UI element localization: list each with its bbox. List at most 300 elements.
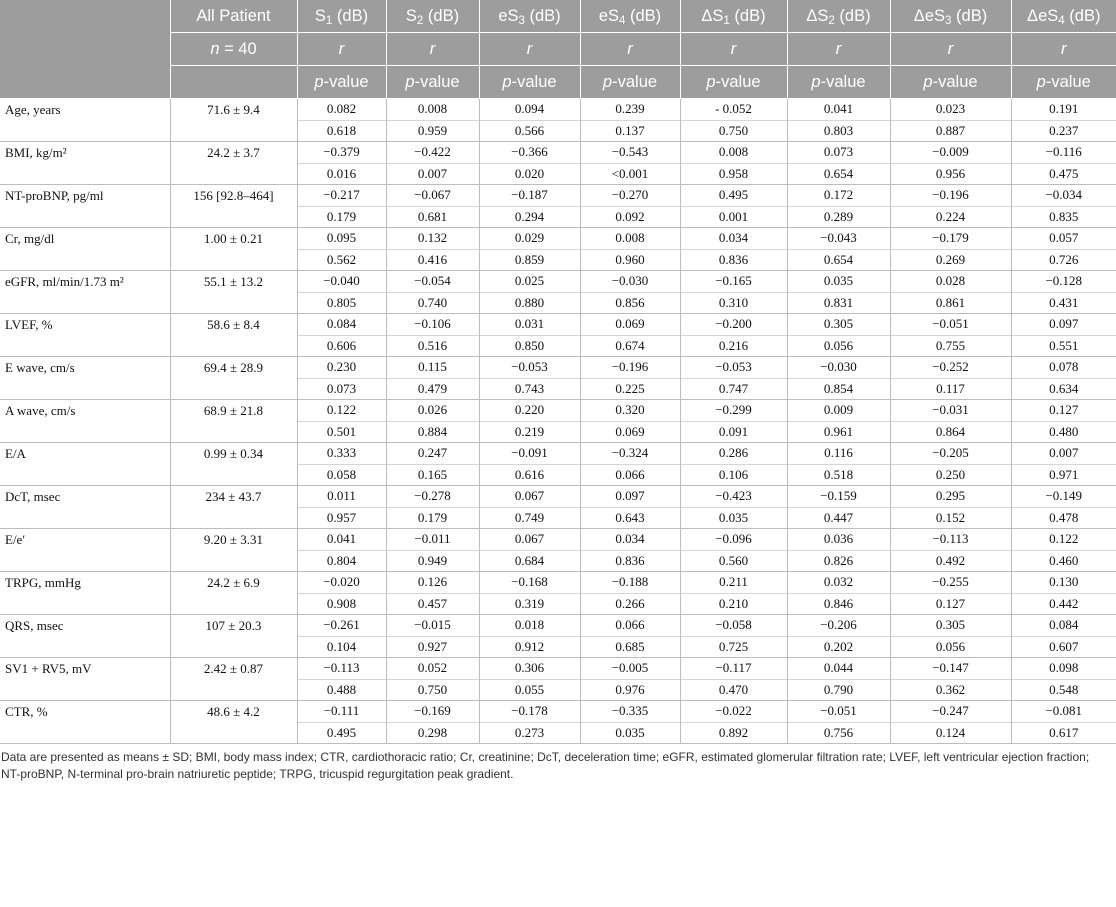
r-value-cell: 0.073 xyxy=(787,142,890,164)
col-title-subscript: 2 xyxy=(416,14,424,27)
p-suffix: -value xyxy=(820,72,866,91)
p-value-cell: 0.976 xyxy=(580,679,680,701)
r-value-cell: −0.335 xyxy=(580,701,680,723)
r-value-cell: 0.069 xyxy=(580,314,680,336)
p-value-cell: 0.310 xyxy=(680,292,787,314)
row-label: E/A xyxy=(0,443,170,486)
r-value-cell: −0.043 xyxy=(787,228,890,250)
r-value-cell: 0.097 xyxy=(580,486,680,508)
header-n-count xyxy=(170,33,297,66)
col-title-prefix: ΔeS xyxy=(1027,6,1059,25)
r-value-cell: 0.295 xyxy=(890,486,1011,508)
r-value-cell: −0.188 xyxy=(580,572,680,594)
col-title-subscript: 3 xyxy=(518,14,525,27)
p-value-cell: 0.056 xyxy=(890,636,1011,658)
r-value-cell: −0.053 xyxy=(680,357,787,379)
p-value-cell: 0.826 xyxy=(787,550,890,572)
header-p-label xyxy=(479,66,580,99)
header-col-title xyxy=(1011,0,1116,33)
r-value-cell: −0.147 xyxy=(890,658,1011,680)
r-value-cell: −0.022 xyxy=(680,701,787,723)
r-value-cell: 0.057 xyxy=(1011,228,1116,250)
p-value-cell: 0.606 xyxy=(297,335,386,357)
p-value-cell: 0.740 xyxy=(386,292,479,314)
r-value-cell: 0.034 xyxy=(680,228,787,250)
row-mean: 0.99 ± 0.34 xyxy=(170,443,297,486)
r-value-cell: −0.299 xyxy=(680,400,787,422)
r-symbol: r xyxy=(526,39,533,58)
p-value-cell: 0.492 xyxy=(890,550,1011,572)
p-value-cell: 0.224 xyxy=(890,206,1011,228)
p-value-cell: 0.755 xyxy=(890,335,1011,357)
row-mean: 107 ± 20.3 xyxy=(170,615,297,658)
p-value-cell: 0.518 xyxy=(787,464,890,486)
p-value-cell: 0.805 xyxy=(297,292,386,314)
r-value-cell: −0.422 xyxy=(386,142,479,164)
header-row-titles xyxy=(0,0,1116,33)
r-value-cell: 0.023 xyxy=(890,99,1011,121)
p-value-cell: 0.854 xyxy=(787,378,890,400)
p-value-cell: 0.634 xyxy=(1011,378,1116,400)
p-value-cell: 0.091 xyxy=(680,421,787,443)
header-col-title xyxy=(890,0,1011,33)
p-value-cell: 0.289 xyxy=(787,206,890,228)
p-symbol: p xyxy=(602,72,613,91)
p-value-cell: 0.880 xyxy=(479,292,580,314)
p-symbol: p xyxy=(923,72,933,91)
row-mean: 24.2 ± 3.7 xyxy=(170,142,297,185)
r-value-cell: −0.113 xyxy=(297,658,386,680)
p-value-cell: 0.273 xyxy=(479,722,580,744)
n-symbol: n xyxy=(210,39,220,58)
p-value-cell: 0.908 xyxy=(297,593,386,615)
p-value-cell: 0.250 xyxy=(890,464,1011,486)
row-label: eGFR, ml/min/1.73 m² xyxy=(0,271,170,314)
p-value-cell: 0.470 xyxy=(680,679,787,701)
col-title-suffix: (dB) xyxy=(834,6,871,25)
r-value-cell: −0.206 xyxy=(787,615,890,637)
p-suffix: -value xyxy=(1045,72,1091,91)
p-value-cell: 0.835 xyxy=(1011,206,1116,228)
p-value-cell: 0.104 xyxy=(297,636,386,658)
table-row-r xyxy=(0,271,1116,293)
r-symbol: r xyxy=(429,39,436,58)
r-value-cell: −0.034 xyxy=(1011,185,1116,207)
r-value-cell: −0.261 xyxy=(297,615,386,637)
p-value-cell: 0.266 xyxy=(580,593,680,615)
col-title-suffix: (dB) xyxy=(729,6,766,25)
p-value-cell: 0.617 xyxy=(1011,722,1116,744)
row-mean: 68.9 ± 21.8 xyxy=(170,400,297,443)
header-col-title xyxy=(479,0,580,33)
p-suffix: -value xyxy=(511,72,557,91)
p-value-cell: 0.056 xyxy=(787,335,890,357)
p-value-cell: 0.884 xyxy=(386,421,479,443)
p-value-cell: 0.831 xyxy=(787,292,890,314)
p-value-cell: 0.685 xyxy=(580,636,680,658)
r-value-cell: 0.066 xyxy=(580,615,680,637)
p-value-cell: 0.643 xyxy=(580,507,680,529)
p-suffix: -value xyxy=(932,72,978,91)
r-value-cell: 0.028 xyxy=(890,271,1011,293)
p-value-cell: 0.804 xyxy=(297,550,386,572)
r-value-cell: −0.051 xyxy=(787,701,890,723)
header-p-label xyxy=(297,66,386,99)
row-label: BMI, kg/m² xyxy=(0,142,170,185)
p-value-cell: 0.216 xyxy=(680,335,787,357)
table-row-r xyxy=(0,701,1116,723)
r-value-cell: −0.255 xyxy=(890,572,1011,594)
row-mean: 9.20 ± 3.31 xyxy=(170,529,297,572)
table-row-r xyxy=(0,357,1116,379)
r-value-cell: 0.320 xyxy=(580,400,680,422)
p-value-cell: 0.850 xyxy=(479,335,580,357)
r-value-cell: −0.116 xyxy=(1011,142,1116,164)
r-value-cell: −0.169 xyxy=(386,701,479,723)
table-body xyxy=(0,99,1116,744)
row-mean: 58.6 ± 8.4 xyxy=(170,314,297,357)
r-value-cell: 0.067 xyxy=(479,529,580,551)
header-p-label xyxy=(890,66,1011,99)
col-title-prefix: eS xyxy=(598,6,619,25)
r-value-cell: −0.270 xyxy=(580,185,680,207)
r-value-cell: 0.029 xyxy=(479,228,580,250)
p-value-cell: 0.927 xyxy=(386,636,479,658)
r-value-cell: −0.058 xyxy=(680,615,787,637)
p-value-cell: 0.319 xyxy=(479,593,580,615)
row-mean: 24.2 ± 6.9 xyxy=(170,572,297,615)
r-value-cell: 0.122 xyxy=(1011,529,1116,551)
p-value-cell: 0.007 xyxy=(386,163,479,185)
row-mean: 156 [92.8–464] xyxy=(170,185,297,228)
header-r-label xyxy=(890,33,1011,66)
r-value-cell: 0.286 xyxy=(680,443,787,465)
r-value-cell: 0.094 xyxy=(479,99,580,121)
r-value-cell: 0.035 xyxy=(787,271,890,293)
p-value-cell: 0.460 xyxy=(1011,550,1116,572)
table-row-r xyxy=(0,572,1116,594)
row-label: NT-proBNP, pg/ml xyxy=(0,185,170,228)
r-symbol: r xyxy=(835,39,842,58)
p-value-cell: 0.892 xyxy=(680,722,787,744)
p-value-cell: 0.616 xyxy=(479,464,580,486)
p-value-cell: 0.551 xyxy=(1011,335,1116,357)
p-value-cell: 0.654 xyxy=(787,163,890,185)
p-value-cell: 0.750 xyxy=(386,679,479,701)
header-p-label xyxy=(787,66,890,99)
r-value-cell: 0.009 xyxy=(787,400,890,422)
p-value-cell: 0.073 xyxy=(297,378,386,400)
p-suffix: -value xyxy=(715,72,761,91)
r-value-cell: 0.211 xyxy=(680,572,787,594)
p-value-cell: 0.127 xyxy=(890,593,1011,615)
r-value-cell: −0.159 xyxy=(787,486,890,508)
p-symbol: p xyxy=(1036,72,1046,91)
row-label: LVEF, % xyxy=(0,314,170,357)
r-value-cell: 0.126 xyxy=(386,572,479,594)
r-value-cell: 0.333 xyxy=(297,443,386,465)
p-value-cell: 0.237 xyxy=(1011,120,1116,142)
p-value-cell: 0.566 xyxy=(479,120,580,142)
r-value-cell: 0.044 xyxy=(787,658,890,680)
r-value-cell: 0.007 xyxy=(1011,443,1116,465)
header-col-title xyxy=(297,0,386,33)
r-value-cell: 0.036 xyxy=(787,529,890,551)
r-value-cell: 0.034 xyxy=(580,529,680,551)
table-row-r xyxy=(0,400,1116,422)
r-value-cell: −0.179 xyxy=(890,228,1011,250)
col-title-prefix: S xyxy=(405,6,417,25)
p-value-cell: 0.124 xyxy=(890,722,1011,744)
col-title-subscript: 4 xyxy=(1058,14,1065,27)
r-value-cell: −0.067 xyxy=(386,185,479,207)
r-value-cell: 0.031 xyxy=(479,314,580,336)
p-value-cell: 0.362 xyxy=(890,679,1011,701)
header-p-label xyxy=(386,66,479,99)
r-value-cell: 0.008 xyxy=(680,142,787,164)
col-title-subscript: 2 xyxy=(828,14,835,27)
r-value-cell: −0.196 xyxy=(890,185,1011,207)
col-title-suffix: (dB) xyxy=(524,6,561,25)
r-value-cell: −0.200 xyxy=(680,314,787,336)
r-value-cell: 0.032 xyxy=(787,572,890,594)
header-r-label xyxy=(479,33,580,66)
row-label: Age, years xyxy=(0,99,170,142)
r-value-cell: 0.097 xyxy=(1011,314,1116,336)
p-value-cell: 0.447 xyxy=(787,507,890,529)
r-value-cell: −0.168 xyxy=(479,572,580,594)
row-mean: 1.00 ± 0.21 xyxy=(170,228,297,271)
p-value-cell: 0.726 xyxy=(1011,249,1116,271)
r-value-cell: −0.005 xyxy=(580,658,680,680)
table-row-r xyxy=(0,615,1116,637)
row-mean: 48.6 ± 4.2 xyxy=(170,701,297,744)
r-value-cell: −0.096 xyxy=(680,529,787,551)
col-title-subscript: 1 xyxy=(723,14,730,27)
p-value-cell: 0.674 xyxy=(580,335,680,357)
col-title-subscript: 3 xyxy=(945,14,952,27)
header-col-title xyxy=(680,0,787,33)
p-value-cell: 0.548 xyxy=(1011,679,1116,701)
header-p-label xyxy=(580,66,680,99)
col-title-prefix: eS xyxy=(498,6,519,25)
r-value-cell: −0.030 xyxy=(580,271,680,293)
table-row-r xyxy=(0,658,1116,680)
r-value-cell: 0.132 xyxy=(386,228,479,250)
p-value-cell: 0.298 xyxy=(386,722,479,744)
p-value-cell: 0.069 xyxy=(580,421,680,443)
col-title-suffix: (dB) xyxy=(332,6,369,25)
p-value-cell: 0.495 xyxy=(297,722,386,744)
row-label: Cr, mg/dl xyxy=(0,228,170,271)
p-value-cell: 0.957 xyxy=(297,507,386,529)
r-value-cell: −0.011 xyxy=(386,529,479,551)
p-value-cell: 0.949 xyxy=(386,550,479,572)
r-value-cell: 0.122 xyxy=(297,400,386,422)
r-value-cell: −0.165 xyxy=(680,271,787,293)
row-label: DcT, msec xyxy=(0,486,170,529)
p-value-cell: 0.294 xyxy=(479,206,580,228)
p-value-cell: 0.066 xyxy=(580,464,680,486)
p-value-cell: 0.607 xyxy=(1011,636,1116,658)
r-value-cell: 0.247 xyxy=(386,443,479,465)
p-value-cell: 0.846 xyxy=(787,593,890,615)
row-mean: 69.4 ± 28.9 xyxy=(170,357,297,400)
row-label: QRS, msec xyxy=(0,615,170,658)
r-symbol: r xyxy=(730,39,737,58)
n-value: = 40 xyxy=(219,39,257,58)
r-value-cell: −0.009 xyxy=(890,142,1011,164)
p-symbol: p xyxy=(811,72,821,91)
r-value-cell: −0.020 xyxy=(297,572,386,594)
row-mean: 71.6 ± 9.4 xyxy=(170,99,297,142)
header-p-label xyxy=(680,66,787,99)
r-value-cell: −0.111 xyxy=(297,701,386,723)
col-title-subscript: 4 xyxy=(619,14,626,27)
p-value-cell: 0.958 xyxy=(680,163,787,185)
r-value-cell: 0.095 xyxy=(297,228,386,250)
p-value-cell: 0.856 xyxy=(580,292,680,314)
p-value-cell: 0.479 xyxy=(386,378,479,400)
p-value-cell: 0.179 xyxy=(297,206,386,228)
col-title-suffix: (dB) xyxy=(951,6,988,25)
table-row-r xyxy=(0,486,1116,508)
p-symbol: p xyxy=(502,72,512,91)
r-symbol: r xyxy=(1061,39,1067,58)
p-value-cell: 0.747 xyxy=(680,378,787,400)
header-corner xyxy=(0,0,170,99)
header-r-label xyxy=(1011,33,1116,66)
table-row-r xyxy=(0,529,1116,551)
header-r-label xyxy=(680,33,787,66)
table-row-r xyxy=(0,185,1116,207)
p-value-cell: 0.618 xyxy=(297,120,386,142)
r-value-cell: 0.025 xyxy=(479,271,580,293)
r-value-cell: 0.239 xyxy=(580,99,680,121)
p-value-cell: 0.836 xyxy=(580,550,680,572)
r-value-cell: −0.106 xyxy=(386,314,479,336)
table-row-r xyxy=(0,99,1116,121)
p-value-cell: 0.681 xyxy=(386,206,479,228)
r-value-cell: −0.091 xyxy=(479,443,580,465)
p-value-cell: 0.480 xyxy=(1011,421,1116,443)
r-value-cell: −0.252 xyxy=(890,357,1011,379)
p-value-cell: 0.020 xyxy=(479,163,580,185)
p-value-cell: 0.488 xyxy=(297,679,386,701)
table-row-r xyxy=(0,142,1116,164)
header-r-label xyxy=(386,33,479,66)
p-value-cell: 0.516 xyxy=(386,335,479,357)
p-value-cell: 0.749 xyxy=(479,507,580,529)
r-value-cell: 0.041 xyxy=(297,529,386,551)
p-value-cell: 0.803 xyxy=(787,120,890,142)
row-label: E wave, cm/s xyxy=(0,357,170,400)
p-value-cell: 0.790 xyxy=(787,679,890,701)
r-value-cell: 0.191 xyxy=(1011,99,1116,121)
col-title-suffix: (dB) xyxy=(625,6,662,25)
p-symbol: p xyxy=(405,72,415,91)
p-value-cell: 0.219 xyxy=(479,421,580,443)
p-value-cell: 0.416 xyxy=(386,249,479,271)
r-value-cell: 0.084 xyxy=(297,314,386,336)
col-title-subscript: 1 xyxy=(325,14,333,27)
p-value-cell: 0.654 xyxy=(787,249,890,271)
p-value-cell: 0.478 xyxy=(1011,507,1116,529)
header-all-patient: All Patient xyxy=(170,0,297,33)
p-value-cell: 0.035 xyxy=(580,722,680,744)
r-value-cell: −0.040 xyxy=(297,271,386,293)
p-value-cell: 0.001 xyxy=(680,206,787,228)
header-r-label xyxy=(580,33,680,66)
row-mean: 234 ± 43.7 xyxy=(170,486,297,529)
p-value-cell: 0.210 xyxy=(680,593,787,615)
header-col-title xyxy=(580,0,680,33)
p-suffix: -value xyxy=(612,72,658,91)
r-symbol: r xyxy=(338,39,345,58)
p-value-cell: 0.887 xyxy=(890,120,1011,142)
p-value-cell: 0.836 xyxy=(680,249,787,271)
p-value-cell: 0.959 xyxy=(386,120,479,142)
r-value-cell: −0.217 xyxy=(297,185,386,207)
p-value-cell: 0.864 xyxy=(890,421,1011,443)
r-value-cell: 0.116 xyxy=(787,443,890,465)
p-value-cell: 0.165 xyxy=(386,464,479,486)
p-value-cell: 0.055 xyxy=(479,679,580,701)
p-value-cell: 0.501 xyxy=(297,421,386,443)
p-value-cell: 0.202 xyxy=(787,636,890,658)
r-value-cell: −0.031 xyxy=(890,400,1011,422)
header-col-title xyxy=(386,0,479,33)
r-value-cell: −0.196 xyxy=(580,357,680,379)
header-blank xyxy=(170,66,297,99)
p-value-cell: 0.442 xyxy=(1011,593,1116,615)
p-value-cell: 0.475 xyxy=(1011,163,1116,185)
r-value-cell: 0.230 xyxy=(297,357,386,379)
r-value-cell: 0.078 xyxy=(1011,357,1116,379)
p-symbol: p xyxy=(706,72,716,91)
r-value-cell: 0.026 xyxy=(386,400,479,422)
r-value-cell: 0.008 xyxy=(580,228,680,250)
r-value-cell: −0.187 xyxy=(479,185,580,207)
r-value-cell: 0.130 xyxy=(1011,572,1116,594)
p-value-cell: 0.859 xyxy=(479,249,580,271)
p-value-cell: 0.861 xyxy=(890,292,1011,314)
r-value-cell: 0.305 xyxy=(787,314,890,336)
r-value-cell: −0.053 xyxy=(479,357,580,379)
p-value-cell: 0.106 xyxy=(680,464,787,486)
r-value-cell: 0.306 xyxy=(479,658,580,680)
header-r-label xyxy=(787,33,890,66)
table-footnote: Data are presented as means ± SD; BMI, body mass index; CTR, cardiothoracic ratio; Cr, creatinine; DcT, deceleration time; eGFR, estimated glomerular filtration rate; LVEF, left ventricular ejection fraction; NT-proBNP, N-terminal pro-brain natriuretic peptide; TRPG, tricuspid regurgitation peak gradient. xyxy=(1,750,1090,781)
table-header xyxy=(0,0,1116,99)
row-label: E/e′ xyxy=(0,529,170,572)
p-value-cell: 0.725 xyxy=(680,636,787,658)
col-title-prefix: ΔS xyxy=(806,6,829,25)
r-value-cell: 0.084 xyxy=(1011,615,1116,637)
p-value-cell: 0.179 xyxy=(386,507,479,529)
p-value-cell: 0.912 xyxy=(479,636,580,658)
col-title-prefix: ΔeS xyxy=(913,6,946,25)
r-value-cell: 0.011 xyxy=(297,486,386,508)
table-row-r xyxy=(0,314,1116,336)
p-value-cell: 0.956 xyxy=(890,163,1011,185)
r-value-cell: −0.051 xyxy=(890,314,1011,336)
header-col-title xyxy=(787,0,890,33)
row-label: A wave, cm/s xyxy=(0,400,170,443)
r-value-cell: −0.128 xyxy=(1011,271,1116,293)
r-value-cell: 0.008 xyxy=(386,99,479,121)
r-value-cell: 0.067 xyxy=(479,486,580,508)
